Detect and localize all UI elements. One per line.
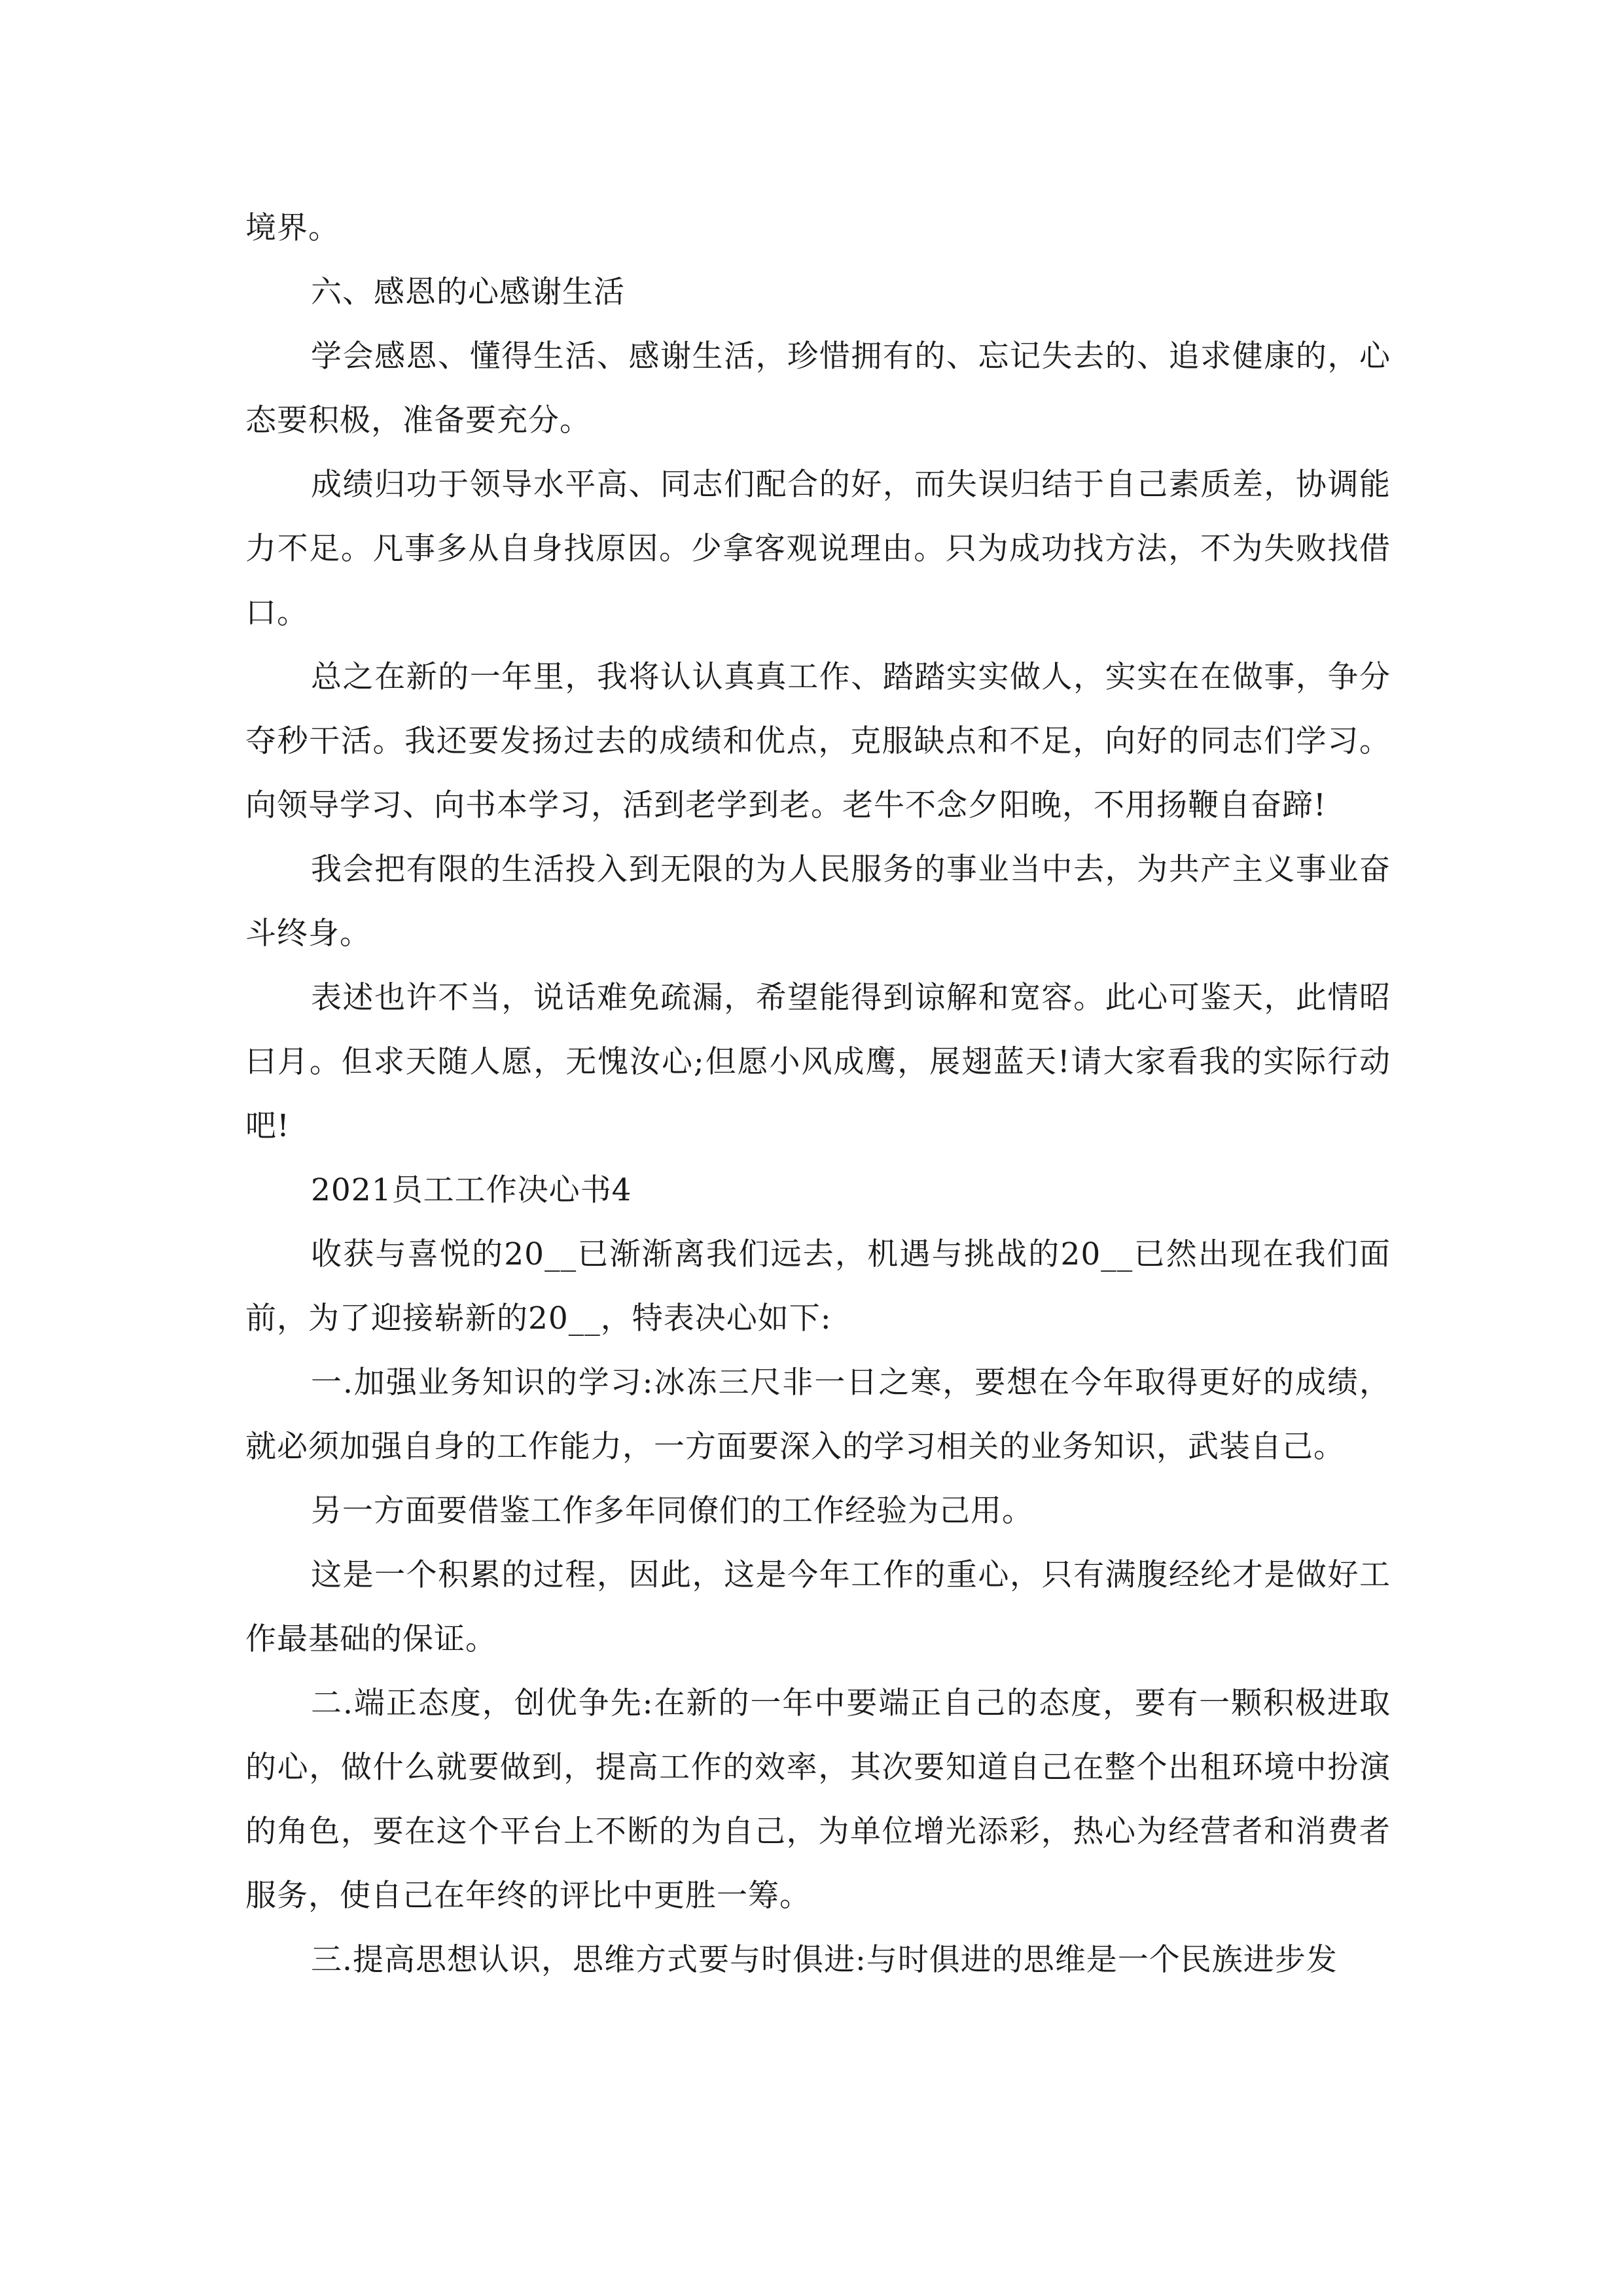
paragraph: 表述也许不当，说话难免疏漏，希望能得到谅解和宽容。此心可鉴天，此情昭曰月。但求天随人愿，无愧汝心;但愿小风成鹰，展翅蓝天!请大家看我的实际行动吧! — [245, 980, 1391, 1144]
section-heading-gratitude: 六、感恩的心感谢生活 — [311, 274, 625, 310]
paragraph: 另一方面要借鉴工作多年同僚们的工作经验为己用。 — [311, 1493, 1033, 1529]
paragraph: 二.端正态度，创优争先:在新的一年中要端正自己的态度，要有一颗积极进取的心，做什么就要做到，提高工作的效率，其次要知道自己在整个出租环境中扮演的角色，要在这个平台上不断的为自己，为单位增光添彩，热心为经营者和消费者服务，使自己在年终的评比中更胜一筹。 — [245, 1685, 1391, 1914]
paragraph: 我会把有限的生活投入到无限的为人民服务的事业当中去，为共产主义事业奋斗终身。 — [245, 852, 1391, 952]
document-body — [245, 196, 1391, 1992]
paragraph: 学会感恩、懂得生活、感谢生活，珍惜拥有的、忘记失去的、追求健康的，心态要积极，准备要充分。 — [245, 338, 1391, 439]
paragraph: 成绩归功于领导水平高、同志们配合的好，而失误归结于自己素质差，协调能力不足。凡事多从自身找原因。少拿客观说理由。只为成功找方法，不为失败找借口。 — [245, 467, 1391, 631]
paragraph-continuation: 境界。 — [245, 210, 340, 246]
paragraph: 这是一个积累的过程，因此，这是今年工作的重心，只有满腹经纶才是做好工作最基础的保证。 — [245, 1557, 1391, 1657]
paragraph: 一.加强业务知识的学习:冰冻三尺非一日之寒，要想在今年取得更好的成绩，就必须加强自身的工作能力，一方面要深入的学习相关的业务知识，武装自己。 — [245, 1365, 1391, 1465]
section-title: 2021员工工作决心书4 — [311, 1172, 632, 1208]
paragraph: 总之在新的一年里，我将认认真真工作、踏踏实实做人，实实在在做事，争分夺秒干活。我还要发扬过去的成绩和优点，克服缺点和不足，向好的同志们学习。向领导学习、向书本学习，活到老学到老。老牛不念夕阳晚，不用扬鞭自奋蹄! — [245, 659, 1391, 823]
paragraph: 收获与喜悦的20__已渐渐离我们远去，机遇与挑战的20__已然出现在我们面前，为了迎接崭新的20__，特表决心如下: — [245, 1236, 1391, 1336]
paragraph: 三.提高思想认识，思维方式要与时俱进:与时俱进的思维是一个民族进步发 — [311, 1942, 1338, 1978]
